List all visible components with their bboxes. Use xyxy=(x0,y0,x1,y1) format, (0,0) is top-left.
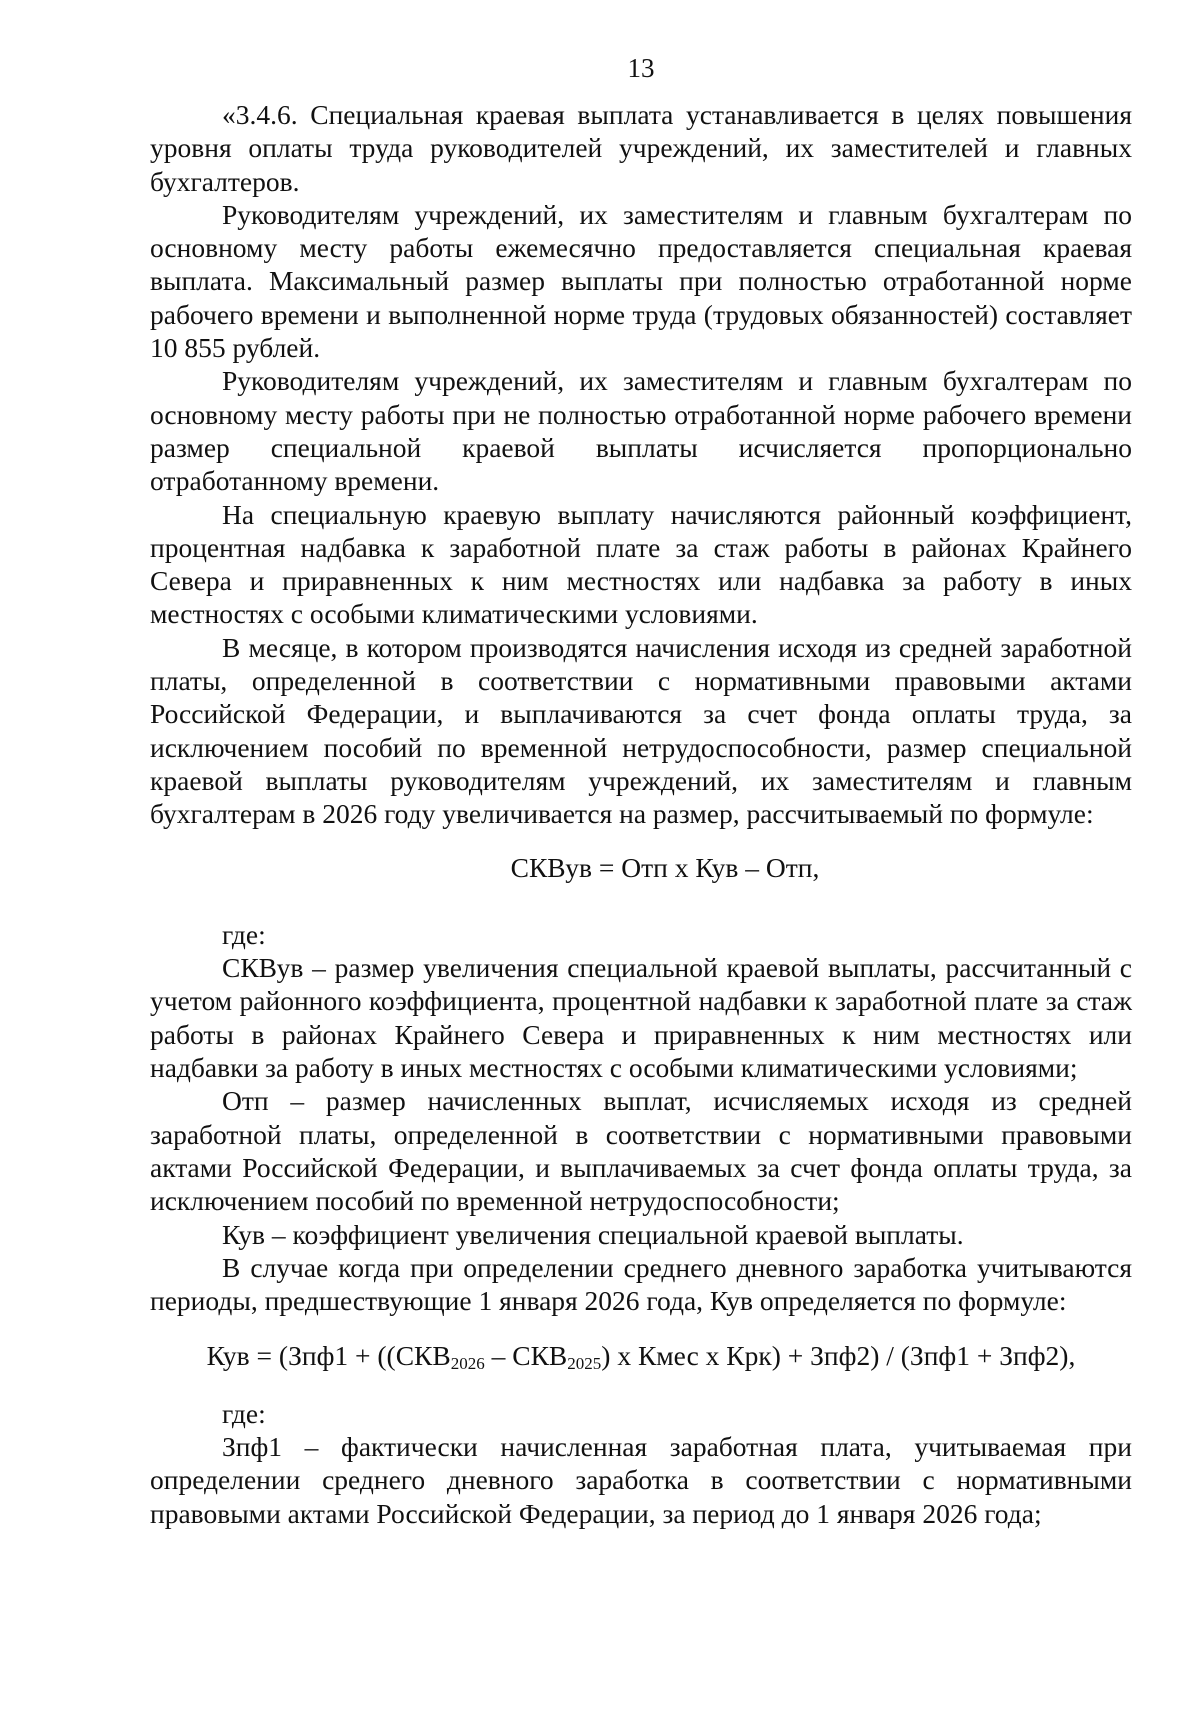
definition-zpf1: Зпф1 – фактически начисленная заработная плата, учитываемая при определении среднего дневного заработка в соответствии с нормативными правовыми актами Российской Федерации, за период до 1 января 2026 года; xyxy=(150,1430,1132,1529)
paragraph-coefficients: На специальную краевую выплату начисляются районный коэффициент, процентная надбавка к заработной плате за стаж работы в районах Крайнего Севера и приравненных к ним местностях или надбавка за работу в иных местностях с особыми климатическими условиями. xyxy=(150,498,1132,630)
definition-skvuv: СКВув – размер увеличения специальной краевой выплаты, рассчитанный с учетом районного коэффициента, процентной надбавки к заработной плате за стаж работы в районах Крайнего Севера и приравненных к ним местностях или надбавки за работу в иных местностях с особыми климатическими условиями; xyxy=(150,952,1132,1084)
formula-kuv-sub-2025: 2025 xyxy=(567,1354,602,1374)
page-number: 13 xyxy=(627,53,655,83)
definition-otp: Отп – размер начисленных выплат, исчисляемых исходя из средней заработной платы, определенной в соответствии с нормативными правовыми актами Российской Федерации, и выплачиваемых за счет фонда оплаты труда, за исключением пособий по временной нетрудоспособности; xyxy=(150,1085,1132,1217)
paragraph-proportional: Руководителям учреждений, их заместителям и главным бухгалтерам по основному месту работы при не полностью отработанной норме рабочего времени размер специальной краевой выплаты исчисляется пропорционально отработанному времени. xyxy=(150,365,1132,497)
where-label-2: где: xyxy=(222,1397,266,1429)
formula-kuv xyxy=(150,1339,1132,1372)
formula-kuv-part3: ) х Кмес х Крк) + Зпф2) / (Зпф1 + Зпф2), xyxy=(601,1340,1076,1372)
definition-kuv: Кув – коэффициент увеличения специальной краевой выплаты. xyxy=(222,1218,964,1250)
paragraph-kuv-formula-intro: В случае когда при определении среднего дневного заработка учитываются периоды, предшествующие 1 января 2026 года, Кув определяется по формуле: xyxy=(150,1251,1132,1317)
formula-kuv-part2: – СКВ xyxy=(484,1340,568,1372)
formula-kuv-part1: Кув = (Зпф1 + ((СКВ xyxy=(206,1340,451,1372)
formula-kuv-sub-2026: 2026 xyxy=(450,1354,485,1374)
document-page xyxy=(150,52,1132,1530)
where-label-1: где: xyxy=(222,918,266,950)
paragraph-max-payment: Руководителям учреждений, их заместителям и главным бухгалтерам по основному месту работы ежемесячно предоставляется специальная краевая выплата. Максимальный размер выплаты при полностью отработанной норме рабочего времени и выполненной норме труда (трудовых обязанностей) составляет 10 855 рублей. xyxy=(150,198,1132,364)
paragraph-section-title: «3.4.6. Специальная краевая выплата устанавливается в целях повышения уровня оплаты труда руководителей учреждений, их заместителей и главных бухгалтеров. xyxy=(150,99,1132,197)
formula-skvuv: СКВув = Отп х Кув – Отп, xyxy=(510,851,820,883)
paragraph-increase-rule: В месяце, в котором производятся начисления исходя из средней заработной платы, определенной в соответствии с нормативными правовыми актами Российской Федерации, и выплачиваются за счет фонда оплаты труда, за исключением пособий по временной нетрудоспособности, размер специальной краевой выплаты руководителям учреждений, их заместителям и главным бухгалтерам в 2026 году увеличивается на размер, рассчитываемый по формуле: xyxy=(150,631,1132,830)
